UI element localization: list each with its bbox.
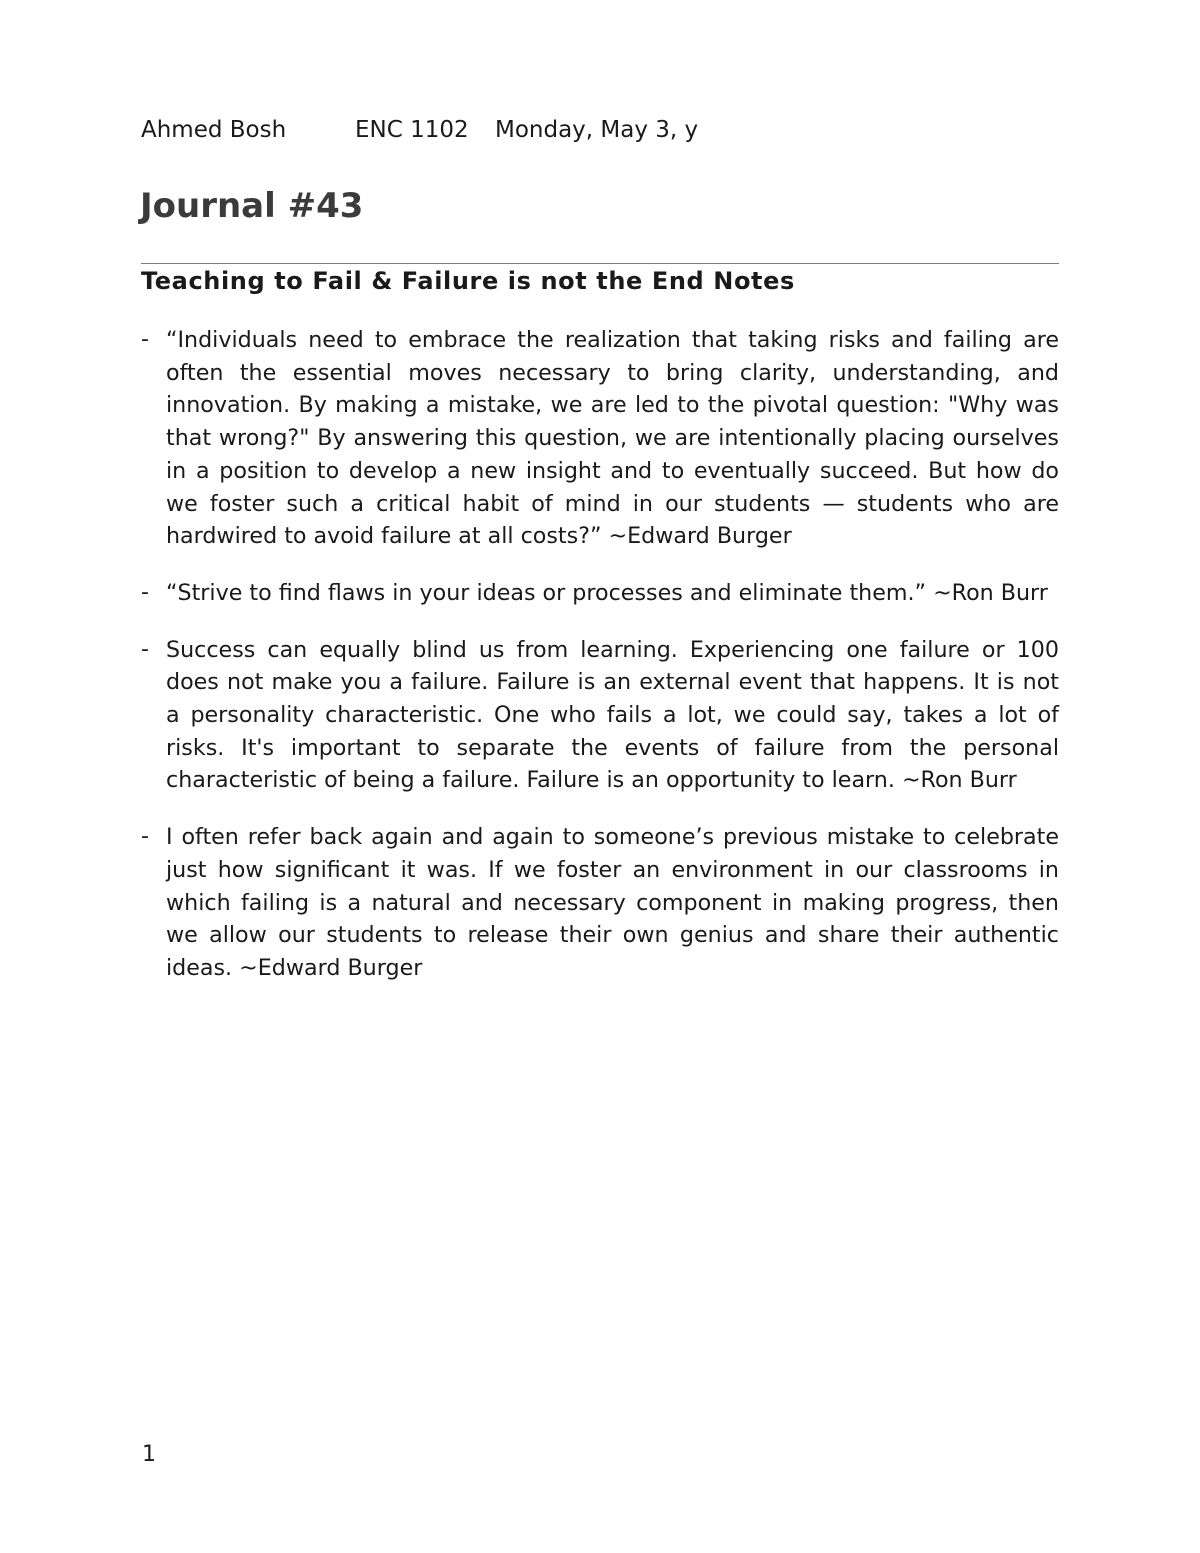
note-text: Success can equally blind us from learning. Experiencing one failure or 100 does not make you a failure. Failure is an external event that happens. It is not a personality characteristic. One who fails a lot, we could say, takes a lot of risks. It's important to separate the events of failure from the personal characteristic of being a failure. Failure is an opportunity to learn. ~Ron Burr	[166, 636, 1059, 794]
section-heading: Teaching to Fail & Failure is not the End Notes	[141, 267, 795, 295]
list-item	[141, 577, 1059, 610]
page-number: 1	[142, 1442, 156, 1467]
note-text: “Individuals need to embrace the realization that taking risks and failing are often the essential moves necessary to bring clarity, understanding, and innovation. By making a mistake, we are led to the pivotal question: "Why was that wrong?" By answering this question, we are intentionally placing ourselves in a position to develop a new insight and to eventually succeed. But how do we foster such a critical habit of mind in our students — students who are hardwired to avoid failure at all costs?” ~Edward Burger	[166, 327, 1059, 550]
notes-list	[141, 324, 1059, 1009]
list-item	[141, 634, 1059, 798]
entry-date: Monday, May 3, y	[495, 117, 699, 143]
list-item	[141, 324, 1059, 553]
dash-bullet: -	[141, 636, 149, 662]
dash-bullet: -	[141, 579, 149, 605]
note-text: “Strive to find flaws in your ideas or processes and eliminate them.” ~Ron Burr	[166, 579, 1048, 606]
dash-bullet: -	[141, 824, 149, 850]
author-name: Ahmed Bosh	[141, 117, 287, 143]
dash-bullet: -	[141, 327, 149, 352]
page-title: Journal #43	[140, 186, 364, 226]
course-code: ENC 1102	[355, 117, 469, 143]
list-item	[141, 821, 1059, 985]
note-text: I often refer back again and again to someone’s previous mistake to celebrate just how significant it was. If we foster an environment in our classrooms in which failing is a natural and necessary component in making progress, then we allow our students to release their own genius and share their authentic ideas. ~Edward Burger	[166, 824, 1059, 981]
